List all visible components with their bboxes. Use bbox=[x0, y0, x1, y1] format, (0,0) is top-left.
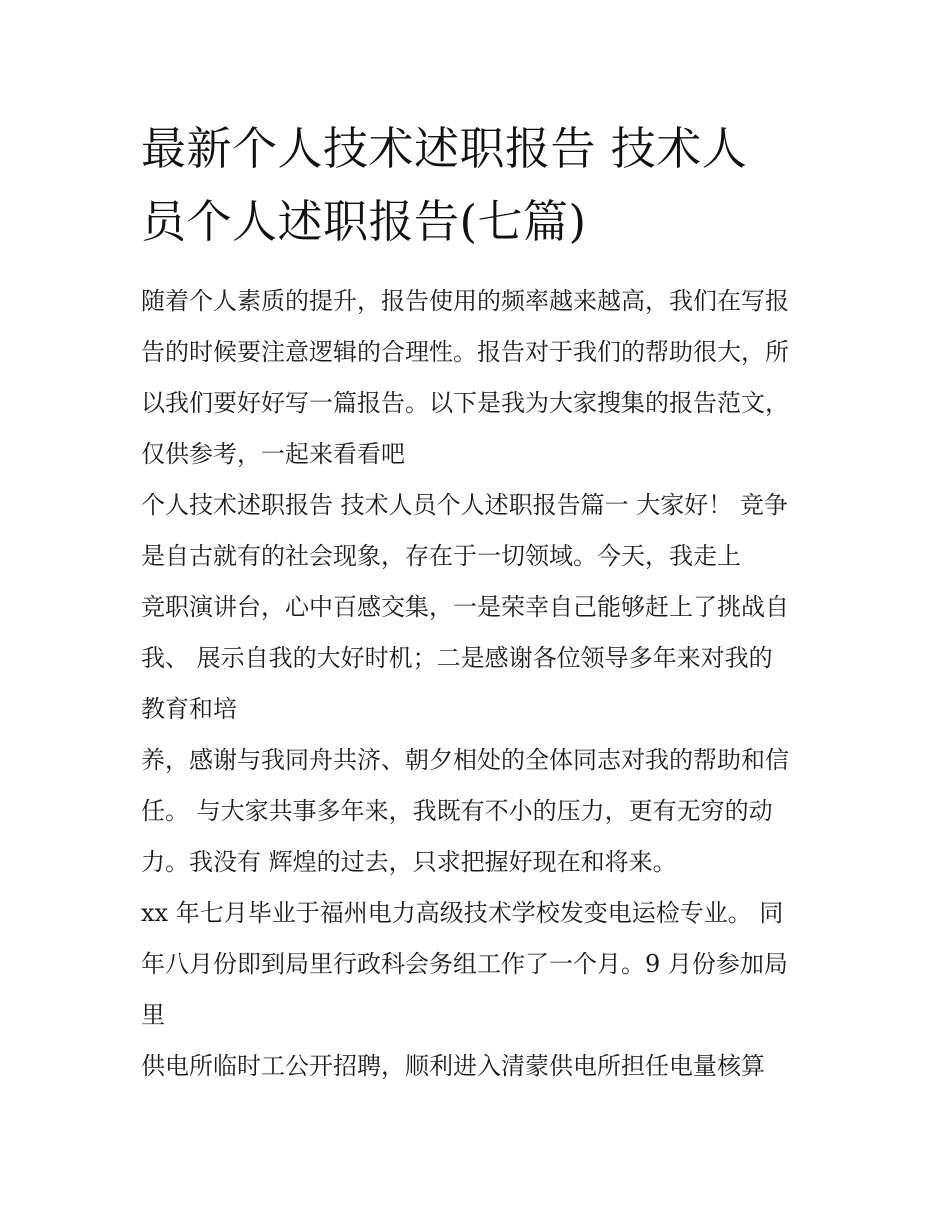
document-title bbox=[141, 112, 821, 258]
body-line: 供电所临时工公开招聘，顺利进入清蒙供电所担任电量核算 bbox=[141, 1052, 765, 1080]
body-line: 以我们要好好写一篇报告。以下是我为大家搜集的报告范文， bbox=[141, 389, 789, 417]
body-line: 年八月份即到局里行政科会务组工作了一个月。9 月份参加局 bbox=[141, 950, 788, 978]
body-line: 力。我没有 辉煌的过去，只求把握好现在和将来。 bbox=[141, 848, 677, 876]
body-line: 里 bbox=[141, 1001, 165, 1029]
body-line: 告的时候要注意逻辑的合理性。报告对于我们的帮助很大，所 bbox=[141, 338, 789, 366]
body-line: 随着个人素质的提升，报告使用的频率越来越高，我们在写报 bbox=[141, 287, 789, 315]
body-line: 养，感谢与我同舟共济、朝夕相处的全体同志对我的帮助和信 bbox=[141, 746, 789, 774]
body-line: 任。 与大家共事多年来，我既有不小的压力，更有无穷的动 bbox=[141, 797, 773, 825]
body-line: 仅供参考，一起来看看吧 bbox=[141, 440, 405, 468]
body-line: 是自古就有的社会现象，存在于一切领域。今天，我走上 bbox=[141, 542, 741, 570]
body-line: xx 年七月毕业于福州电力高级技术学校发变电运检专业。 同 bbox=[141, 899, 784, 927]
body-line: 我、 展示自我的大好时机；二是感谢各位领导多年来对我的 bbox=[141, 644, 773, 672]
title-line-1: 最新个人技术述职报告 技术人 bbox=[141, 122, 748, 175]
body-line: 教育和培 bbox=[141, 695, 237, 723]
body-line: 个人技术述职报告 技术人员个人述职报告篇一 大家好！ 竞争 bbox=[141, 491, 788, 519]
body-line: 竞职演讲台，心中百感交集，一是荣幸自己能够赶上了挑战自 bbox=[141, 593, 789, 621]
title-line-2: 员个人述职报告(七篇) bbox=[141, 195, 587, 248]
